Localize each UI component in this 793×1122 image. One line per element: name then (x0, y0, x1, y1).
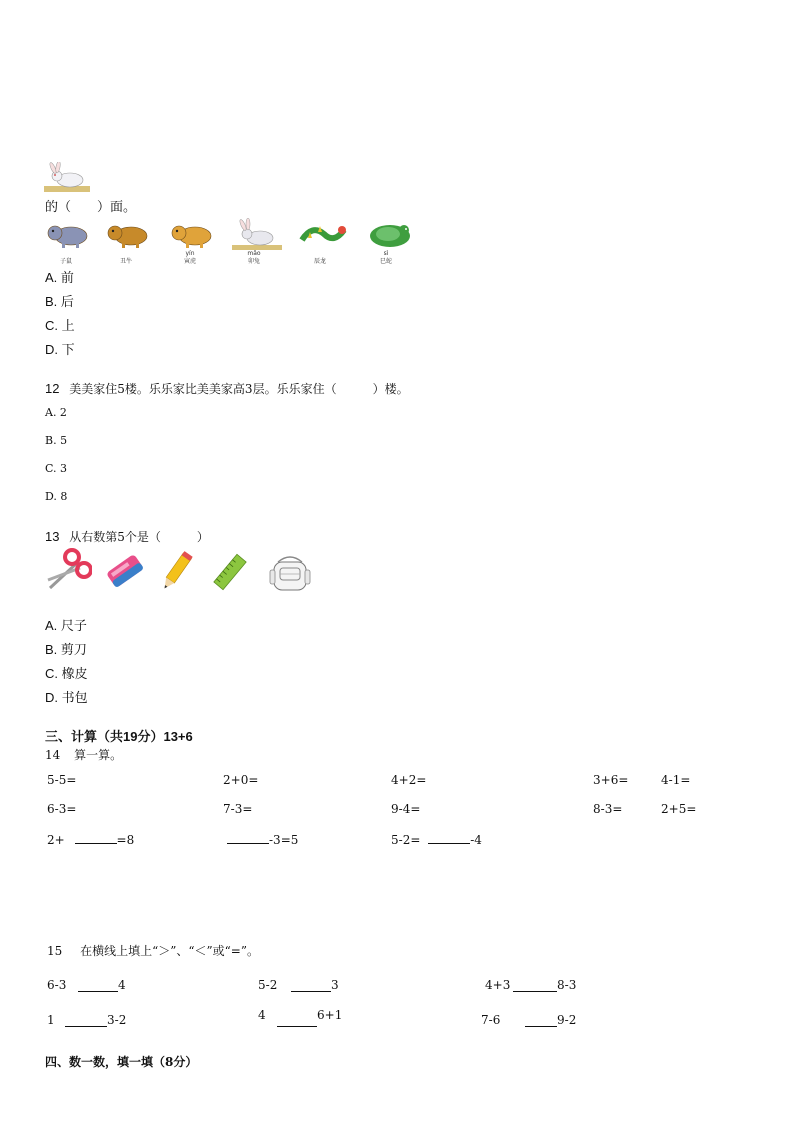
expr-suffix: =8 (116, 833, 135, 847)
question-number: 14 (45, 748, 61, 762)
zodiac-pinyin: mǎo (247, 250, 261, 257)
equation: 2+5= (661, 802, 697, 816)
q14-row3-c (391, 831, 482, 847)
compare-left: 4 (258, 1008, 266, 1022)
compare-blank[interactable] (65, 1014, 107, 1027)
compare-blank[interactable] (513, 979, 557, 992)
equation: 7-3= (223, 802, 253, 816)
ox-icon (104, 218, 154, 250)
option-item[interactable]: B. 后 (45, 294, 74, 309)
option-item[interactable]: A. 尺子 (45, 618, 87, 633)
zodiac-label: 辰龙 (313, 258, 326, 265)
option-item[interactable]: B. 5 (45, 434, 68, 447)
option-item[interactable]: D. 书包 (45, 690, 88, 705)
compare-left: 6-3 (47, 978, 67, 992)
scissors-icon (44, 548, 92, 592)
question-number: 12 (45, 381, 60, 396)
q14-row3-b (227, 831, 298, 847)
question-number: 13 (45, 529, 60, 544)
section-3-heading: 三、计算（共19分）13+6 (45, 729, 193, 744)
question-15 (47, 942, 259, 959)
equation: 2+0= (223, 773, 259, 787)
compare-left: 4+3 (485, 978, 511, 992)
compare-right: 3 (331, 978, 339, 992)
equation: 5-5= (47, 773, 77, 787)
option-item[interactable]: A. 前 (45, 270, 74, 285)
option-item[interactable]: D. 下 (45, 342, 75, 357)
zodiac-label: 寅虎 (183, 258, 196, 265)
equation: 4-1= (661, 773, 691, 787)
expr-suffix: -4 (470, 833, 482, 847)
question-11-text: 的（ ）面。 (45, 199, 137, 214)
eraser-icon (102, 550, 148, 592)
equation: 8-3= (593, 802, 623, 816)
equation: 9-4= (391, 802, 421, 816)
compare-right: 4 (118, 978, 126, 992)
compare-left: 7-6 (481, 1013, 501, 1027)
zodiac-label: 丑牛 (119, 258, 132, 265)
pencil-icon (158, 550, 194, 594)
compare-right: 9-2 (557, 1013, 577, 1027)
compare-blank[interactable] (291, 979, 331, 992)
section-4-heading: 四、数一数，填一填（8分） (45, 1055, 198, 1069)
question-12 (45, 380, 409, 397)
compare-blank[interactable] (78, 979, 118, 992)
schoolbag-icon (266, 552, 314, 594)
question-14 (45, 746, 122, 763)
zodiac-label: 卯兔 (247, 258, 260, 265)
question-number: 15 (47, 944, 63, 958)
compare-right: 3-2 (107, 1013, 127, 1027)
equation: 6-3= (47, 802, 77, 816)
snake-icon (364, 218, 414, 250)
expr-prefix: 2+ (47, 833, 65, 847)
question-text: 美美家住5楼。乐乐家比美美家高3层。乐乐家住（ ）楼。 (69, 382, 409, 396)
compare-blank[interactable] (525, 1014, 557, 1027)
zodiac-pinyin: yín (185, 250, 195, 257)
answer-blank[interactable] (428, 831, 470, 844)
option-item[interactable]: C. 上 (45, 318, 75, 333)
compare-blank[interactable] (277, 1014, 317, 1027)
rabbit-icon (44, 162, 90, 192)
q14-row3-a (47, 831, 134, 847)
expr-prefix: 5-2= (391, 833, 421, 847)
dragon-icon (298, 218, 348, 250)
equation: 3+6= (593, 773, 629, 787)
compare-right: 8-3 (557, 978, 577, 992)
answer-blank[interactable] (75, 831, 117, 844)
tiger-icon (168, 218, 218, 250)
question-text: 在横线上填上“＞”、“＜”或“=”。 (80, 944, 259, 958)
option-item[interactable]: B. 剪刀 (45, 642, 87, 657)
compare-right: 6+1 (317, 1008, 343, 1022)
equation: 4+2= (391, 773, 427, 787)
option-item[interactable]: D. 8 (45, 490, 68, 503)
question-text: 算一算。 (74, 748, 123, 762)
option-item[interactable]: A. 2 (45, 406, 67, 419)
zodiac-label: 巳蛇 (379, 258, 392, 265)
option-item[interactable]: C. 橡皮 (45, 666, 88, 681)
option-item[interactable]: C. 3 (45, 462, 68, 475)
ruler-icon (210, 550, 250, 594)
compare-left: 1 (47, 1013, 55, 1027)
zodiac-label: 子鼠 (59, 258, 72, 265)
compare-left: 5-2 (258, 978, 278, 992)
mouse-icon (44, 218, 94, 250)
zodiac-pinyin: sì (383, 250, 389, 257)
question-text: 从右数第5个是（ ） (69, 530, 209, 544)
rabbit-icon (232, 218, 282, 250)
question-13 (45, 528, 209, 545)
answer-blank[interactable] (227, 831, 269, 844)
expr-suffix: -3=5 (269, 833, 299, 847)
